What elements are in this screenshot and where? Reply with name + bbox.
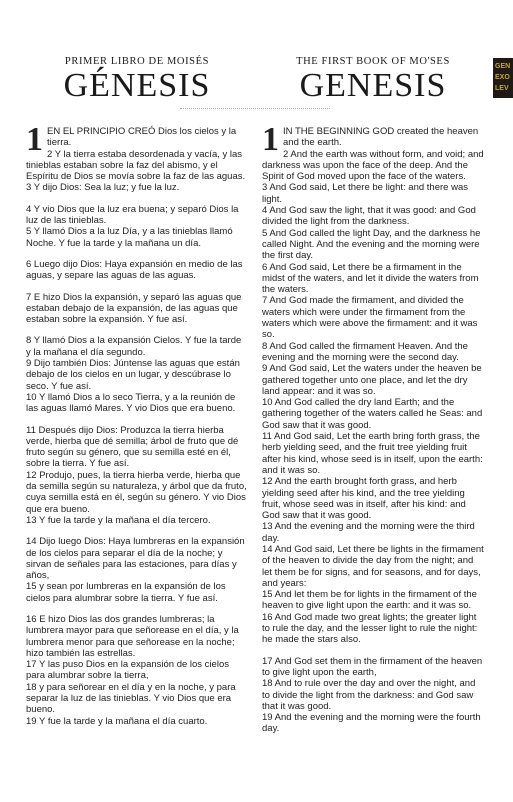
english-heading	[262, 56, 484, 104]
english-chapter-number: 1	[262, 121, 279, 158]
spanish-text	[26, 121, 248, 727]
english-text	[262, 121, 484, 735]
english-verse: 11 And God said, Let the earth bring forth grass, the herb yielding seed, and the fruit tree yielding fruit after his kind, whose seed is in itself, upon the earth: and it was so.	[262, 431, 483, 476]
spanish-verse: 15 y sean por lumbreras en la expansión de los cielos para alumbrar sobre la tierra. Y fue así.	[26, 581, 226, 604]
spanish-verse: 14 Dijo luego Dios: Haya lumbreras en la expansión de los cielos para separar el día de la noche; y sirvan de señales para las estaciones, para días y años,	[26, 536, 245, 582]
spanish-verse: 2 Y la tierra estaba desordenada y vacía, y las tinieblas estaban sobre la faz del abismo, y el Espíritu de Dios se movía sobre la faz de las aguas.	[26, 148, 246, 183]
spanish-verse: 19 Y fue la tarde y la mañana el día cuarto.	[26, 715, 208, 727]
english-verse: 3 And God said, Let there be light: and there was light.	[262, 182, 468, 205]
verse-gap	[26, 249, 248, 259]
english-verse: 6 And God said, Let there be a firmament in the midst of the waters, and let it divide the waters from the waters.	[262, 261, 479, 296]
english-verse: 14 And God said, Let there be lights in the firmament of the heaven to divide the day from the night; and let them be for signs, and for seasons, and for days, and years:	[262, 543, 484, 589]
verse-gap	[26, 194, 248, 204]
spanish-verse: 12 Produjo, pues, la tierra hierba verde, hierba que da semilla según su naturaleza, y árbol que da fruto, cuya semilla está en él, según su género. Y vio Dios que era bueno.	[26, 469, 247, 515]
verse-gap	[26, 604, 248, 614]
spanish-verse: 6 Luego dijo Dios: Haya expansión en medio de las aguas, y separe las aguas de las aguas.	[26, 258, 243, 282]
english-verse: 5 And God called the light Day, and the darkness he called Night. And the evening and the morning were the first day.	[262, 227, 481, 262]
english-verse: 2 And the earth was without form, and void; and darkness was upon the face of the deep. And the Spirit of God moved upon the face of the waters.	[262, 148, 484, 183]
verse-gap	[26, 415, 248, 425]
verse-gap	[262, 646, 484, 656]
english-verse: 19 And the evening and the morning were the fourth day.	[262, 712, 481, 735]
spanish-verse: 17 Y las puso Dios en la expansión de los cielos para alumbrar sobre la tierra,	[26, 659, 229, 682]
spanish-verse: 3 Y dijo Dios: Sea la luz; y fue la luz.	[26, 182, 180, 194]
spanish-verse: 7 E hizo Dios la expansión, y separó las aguas que estaban debajo de la expansión, de las aguas que estaban sobre la expansión. Y fue así.	[26, 291, 242, 326]
tab-label-lev: LEV	[495, 85, 509, 92]
spanish-verse: 10 Y llamó Dios a lo seco Tierra, y a la reunión de las aguas llamó Mares. Y vio Dios que era bueno.	[26, 391, 236, 415]
english-verse: 8 And God called the firmament Heaven. And the evening and the morning were the second day.	[262, 340, 468, 363]
spanish-verse: 5 Y llamó Dios a la luz Día, y a las tinieblas llamó Noche. Y fue la tarde y la mañana un día.	[26, 226, 233, 249]
english-verse: 15 And let them be for lights in the firmament of the heaven to give light upon the earth: and it was so.	[262, 589, 477, 612]
spanish-verse: 11 Después dijo Dios: Produzca la tierra hierba verde, hierba que dé semilla; árbol de fruto que dé fruto según su género, que su semilla esté en él, sobre la tierra. Y fue así.	[26, 424, 239, 470]
english-book-title: GENESIS	[299, 67, 447, 104]
spanish-verse: EN EL PRINCIPIO CREÓ Dios los cielos y la tierra.	[47, 126, 237, 149]
spanish-heading	[26, 56, 248, 104]
english-verse: 4 And God saw the light, that it was good: and God divided the light from the darkness.	[262, 205, 476, 228]
verse-gap	[26, 282, 248, 292]
spanish-verse: 18 y para señorear en el día y en la noche, y para separar la luz de las tinieblas. Y vio Dios que era bueno.	[26, 681, 236, 716]
tab-label-exo: EXO	[495, 74, 510, 81]
spanish-verse: 16 E hizo Dios las dos grandes lumbreras; la lumbrera mayor para que señorease en el día, y la lumbrera menor para que señorease en la noche; hizo también las estrellas.	[26, 613, 239, 659]
english-verse: 12 And the earth brought forth grass, and herb yielding seed after his kind, and the tree yielding fruit, whose seed was in itself, after his kind: and God saw that it was good.	[262, 476, 466, 522]
tab-label-gen: GEN	[495, 63, 511, 70]
book-index-tab[interactable]	[493, 58, 513, 98]
english-verse: 13 And the evening and the morning were the third day.	[262, 521, 475, 544]
english-verse: 10 And God called the dry land Earth; and the gathering together of the waters called he Seas: and God saw that it was good.	[262, 397, 483, 431]
spanish-verse: 8 Y llamó Dios a la expansión Cielos. Y fue la tarde y la mañana el día segundo.	[26, 335, 242, 358]
spanish-chapter-number: 1	[26, 121, 43, 158]
english-verse: 7 And God made the firmament, and divided the waters which were under the firmament from the waters which were above the firmament: and it was so.	[262, 295, 478, 341]
english-verse: 18 And to rule over the day and over the night, and to divide the light from the darkness: and God saw that it was good.	[262, 678, 476, 712]
english-book-subtitle: THE FIRST BOOK OF MO'SES	[296, 56, 450, 67]
english-verse: 16 And God made two great lights; the greater light to rule the day, and the lesser light to rule the night: he made the stars also.	[262, 611, 478, 646]
english-column	[262, 56, 484, 735]
verse-gap	[26, 526, 248, 536]
english-verse: IN THE BEGINNING GOD created the heaven and the earth.	[283, 126, 479, 149]
spanish-verse: 13 Y fue la tarde y la mañana el día tercero.	[26, 514, 211, 526]
spanish-book-title: GÉNESIS	[63, 67, 211, 104]
verse-gap	[26, 325, 248, 335]
english-verse: 17 And God set them in the firmament of the heaven to give light upon the earth,	[262, 655, 483, 678]
spanish-book-subtitle: PRIMER LIBRO DE MOISÉS	[64, 56, 210, 67]
spanish-column	[26, 56, 248, 727]
english-verse: 9 And God said, Let the waters under the heaven be gathered together unto one place, and let the dry land appear: and it was so.	[262, 363, 482, 397]
spanish-verse: 9 Dijo también Dios: Júntense las aguas que están debajo de los cielos en un lugar, y descúbrase lo seco. Y fue así.	[26, 358, 240, 392]
spanish-verse: 4 Y vio Dios que la luz era buena; y separó Dios la luz de las tinieblas.	[26, 203, 239, 227]
